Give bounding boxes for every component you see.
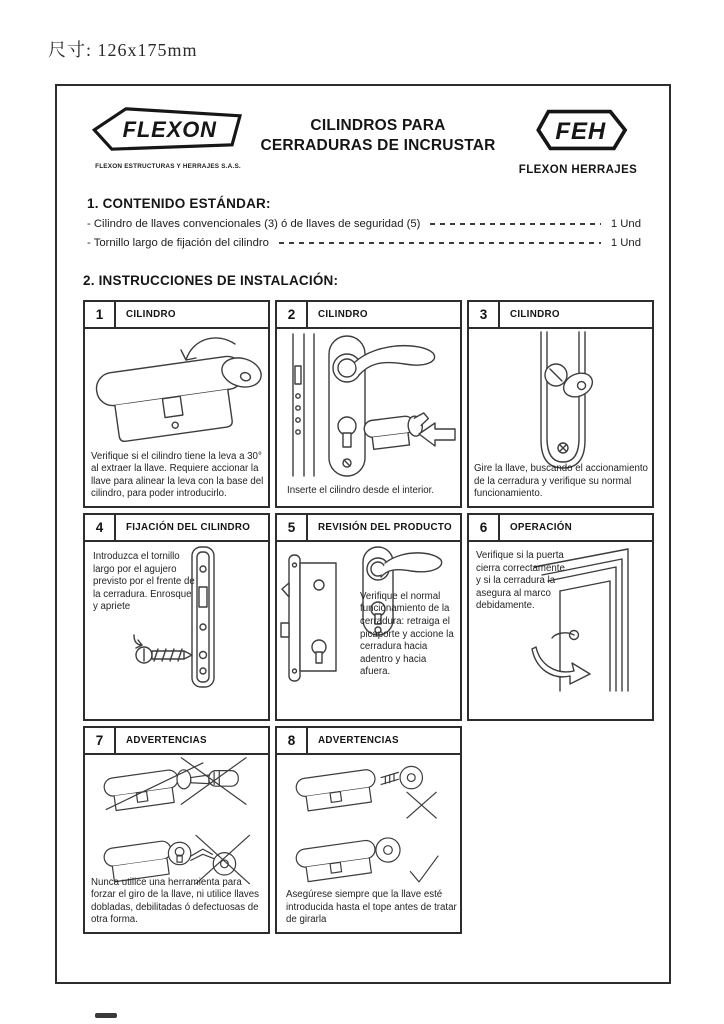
instruction-steps-grid: [83, 300, 669, 934]
section-installation-instructions: [57, 249, 669, 934]
scan-artifact: [95, 1013, 117, 1018]
flexon-subtitle: FLEXON ESTRUCTURAS Y HERRAJES S.A.S.: [95, 163, 241, 170]
step-title: REVISIÓN DEL PRODUCTO: [318, 522, 452, 533]
cylinder-with-key-illustration: [87, 332, 267, 450]
content-item-qty: 1 Und: [610, 237, 641, 249]
feh-subtitle: FLEXON HERRAJES: [518, 164, 638, 176]
step-caption: Verifique si la puerta cierra correctamente y si la cerradura la asegura al marco debidamente.: [476, 550, 565, 612]
document-title-line1: CILINDROS PARA: [310, 117, 446, 134]
content-item-cylinder: [87, 218, 641, 230]
step-number: 6: [469, 515, 500, 540]
section1-heading: 1. CONTENIDO ESTÁNDAR:: [87, 196, 271, 211]
step-number: 5: [277, 515, 308, 540]
step-title: CILINDRO: [510, 309, 560, 320]
step-number: 2: [277, 302, 308, 327]
step-header: [85, 515, 268, 542]
step-box-4: [83, 513, 270, 721]
content-item-qty: 1 Und: [610, 218, 641, 230]
feh-brand-block: [503, 106, 653, 176]
feh-logo-text: FEH: [555, 118, 607, 146]
step-caption: Verifique el normal funcionamiento de la cerradura: retraiga el picaporte y accione la cerradura hacia adentro y hacia afuera.: [360, 590, 454, 678]
step-caption: Verifique si el cilindro tiene la leva a 30° al extraer la llave. Requiere accionar la llave para alinear la leva con la base del cilindro, para poder introducirlo.: [91, 450, 264, 500]
step-caption: Asegúrese siempre que la llave esté introducida hasta el tope antes de tratar de girarla: [286, 889, 457, 926]
dotted-leader: [430, 223, 600, 225]
step-caption: Gire la llave, buscando el accionamiento de la cerradura y verifique su normal funcionamiento.: [474, 463, 648, 500]
step-header: [277, 302, 460, 329]
step-title: CILINDRO: [318, 309, 368, 320]
step-box-5: [275, 513, 462, 721]
step-number: 1: [85, 302, 116, 327]
document-title-line2: CERRADURAS DE INCRUSTAR: [260, 137, 496, 155]
step-header: [469, 515, 652, 542]
turn-key-illustration: [469, 330, 652, 476]
step-header: [85, 728, 268, 755]
document-header: [57, 86, 669, 176]
dotted-leader: [279, 242, 601, 244]
step-number: 8: [277, 728, 308, 753]
step-caption: Inserte el cilindro desde el interior.: [287, 485, 435, 497]
flexon-brand-block: [83, 102, 253, 170]
insert-cylinder-illustration: [277, 330, 460, 480]
step-box-3: [467, 300, 654, 508]
step-title: CILINDRO: [126, 309, 176, 320]
step-header: [85, 302, 268, 329]
step-header: [277, 515, 460, 542]
document-title: [253, 116, 503, 156]
content-item-label: - Tornillo largo de fijación del cilindro: [87, 237, 269, 249]
section2-heading: 2. INSTRUCCIONES DE INSTALACIÓN:: [83, 273, 339, 288]
step-title: ADVERTENCIAS: [126, 735, 207, 746]
step-box-1: [83, 300, 270, 508]
feh-logo-icon: [519, 106, 637, 154]
step-header: [469, 302, 652, 329]
warning-key-insertion-illustration: [279, 756, 459, 894]
step-title: FIJACIÓN DEL CILINDRO: [126, 522, 251, 533]
step-box-2: [275, 300, 462, 508]
flexon-logo-icon: [89, 102, 247, 156]
step-caption: Nunca utilice una herramienta para forzar el giro de la llave, ni utilice llaves dobladas, debilitadas ó defectuosas de otra forma.: [91, 876, 259, 926]
step-title: ADVERTENCIAS: [318, 735, 399, 746]
step-box-7: [83, 726, 270, 934]
content-item-screw: [87, 237, 641, 249]
step-number: 3: [469, 302, 500, 327]
step-box-8: [275, 726, 462, 934]
content-item-label: - Cilindro de llaves convencionales (3) ó de llaves de seguridad (5): [87, 218, 421, 230]
step-header: [277, 728, 460, 755]
flexon-logo-text: FLEXON: [122, 116, 217, 142]
dimension-label: 尺寸: 126x175mm: [48, 40, 198, 60]
step-title: OPERACIÓN: [510, 522, 573, 533]
warning-no-tools-illustration: [87, 756, 267, 894]
step-caption: Introduzca el tornillo largo por el agujero previsto por el frente de la cerradura. Enrosque y apriete: [93, 551, 195, 613]
section-standard-content: [57, 176, 669, 249]
step-number: 4: [85, 515, 116, 540]
step-number: 7: [85, 728, 116, 753]
document-frame: [55, 84, 671, 984]
step-box-6: [467, 513, 654, 721]
